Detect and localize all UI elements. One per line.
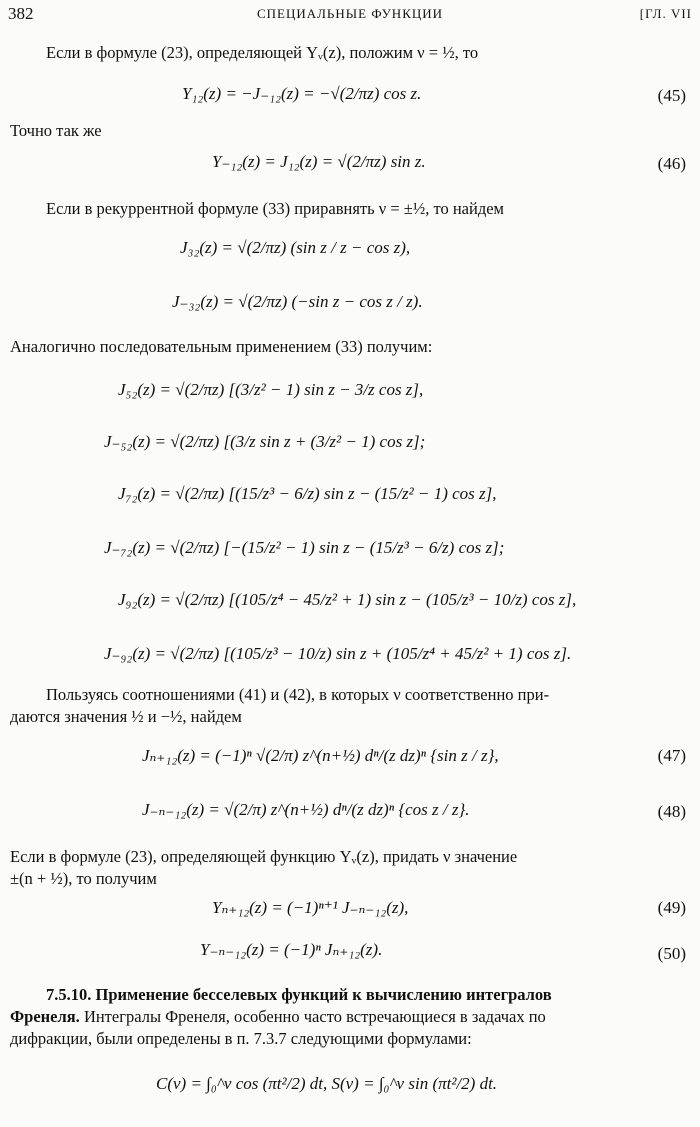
equation-number: (45) (657, 86, 686, 105)
text-line (10, 1006, 546, 1028)
equation-number: (47) (657, 746, 686, 765)
equation-number: (50) (657, 944, 686, 963)
section-heading-continued: Френеля. (10, 1007, 80, 1026)
text-line: дифракции, были определены в п. 7.3.7 следующими формулами: (10, 1029, 472, 1048)
formula: J₋₇₂(z) = √(2/πz) [−(15/z² − 1) sin z − (15/z³ − 6/z) cos z]; (104, 538, 505, 557)
chapter-label: [ГЛ. VII (639, 6, 692, 21)
formula: J₅₂(z) = √(2/πz) [(3/z² − 1) sin z − 3/z cos z], (118, 380, 424, 399)
formula-48: J₋ₙ₋₁₂(z) = √(2/π) z^(n+½) dⁿ/(z dz)ⁿ {cos z / z}. (142, 800, 470, 819)
equation-number: (46) (657, 154, 686, 173)
running-header (8, 4, 692, 28)
section-text: Интегралы Френеля, особенно часто встречающиеся в задачах по (83, 1007, 546, 1026)
formula-49: Yₙ₊₁₂(z) = (−1)ⁿ⁺¹ J₋ₙ₋₁₂(z), (212, 898, 409, 917)
page-number: 382 (8, 4, 34, 23)
text-line: Аналогично последовательным применением (33) получим: (10, 337, 433, 356)
formula-45: Y₁₂(z) = −J₋₁₂(z) = −√(2/πz) cos z. (182, 84, 422, 103)
text-line: Если в формуле (23), определяющей функцию Yᵥ(z), придать ν значение (10, 847, 518, 866)
text-line: Если в рекуррентной формуле (33) приравнять ν = ±½, то найдем (46, 199, 504, 218)
text-line: Если в формуле (23), определяющей Yᵥ(z), положим ν = ½, то (46, 43, 479, 62)
formula: J₃₂(z) = √(2/πz) (sin z / z − cos z), (180, 238, 411, 257)
text-line: Точно так же (10, 121, 102, 140)
formula-50: Y₋ₙ₋₁₂(z) = (−1)ⁿ Jₙ₊₁₂(z). (200, 940, 383, 959)
running-title: СПЕЦИАЛЬНЫЕ ФУНКЦИИ (256, 6, 444, 21)
equation-number: (48) (657, 802, 686, 821)
formula: J₋₅₂(z) = √(2/πz) [(3/z sin z + (3/z² − 1) cos z]; (104, 432, 426, 451)
formula: J₇₂(z) = √(2/πz) [(15/z³ − 6/z) sin z − (15/z² − 1) cos z], (118, 484, 497, 503)
text-line: Пользуясь соотношениями (41) и (42), в которых ν соответственно при- (46, 685, 550, 704)
equation-number: (49) (657, 898, 686, 917)
formula: J₋₃₂(z) = √(2/πz) (−sin z − cos z / z). (172, 292, 423, 311)
formula-46: Y₋₁₂(z) = J₁₂(z) = √(2/πz) sin z. (212, 152, 426, 171)
formula-47: Jₙ₊₁₂(z) = (−1)ⁿ √(2/π) z^(n+½) dⁿ/(z dz)ⁿ {sin z / z}, (142, 746, 499, 765)
fresnel-formulas: C(ν) = ∫₀^ν cos (πt²/2) dt, S(ν) = ∫₀^ν sin (πt²/2) dt. (156, 1074, 498, 1093)
formula: J₋₉₂(z) = √(2/πz) [(105/z³ − 10/z) sin z + (105/z⁴ + 45/z² + 1) cos z]. (104, 644, 572, 663)
text-line: ±(n + ½), то получим (10, 869, 157, 888)
text-line: даются значения ½ и −½, найдем (10, 707, 242, 726)
section-heading: 7.5.10. Применение бесселевых функций к вычислению интегралов (46, 985, 552, 1004)
formula: J₉₂(z) = √(2/πz) [(105/z⁴ − 45/z² + 1) sin z − (105/z³ − 10/z) cos z], (118, 590, 577, 609)
